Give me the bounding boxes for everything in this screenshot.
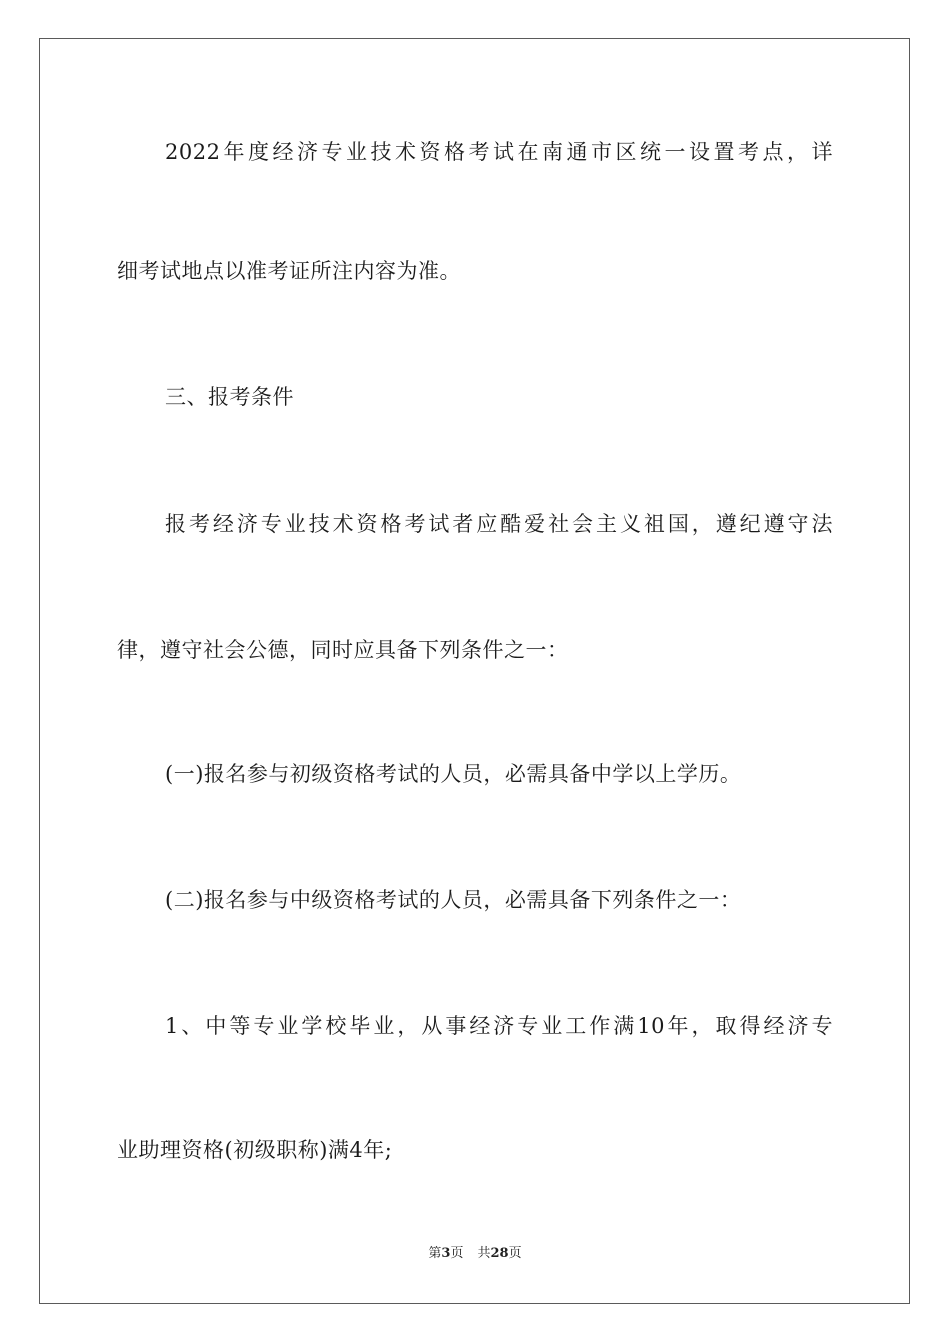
page-footer	[0, 1245, 950, 1263]
total-pages: 28	[490, 1246, 509, 1261]
total-suffix: 页	[508, 1246, 522, 1261]
condition-item-1: (一)报名参与初级资格考试的人员，必需具备中学以上学历。	[165, 762, 742, 786]
page-border	[39, 38, 910, 1304]
total-prefix: 共	[477, 1246, 491, 1261]
page-prefix: 第	[428, 1246, 442, 1261]
paragraph-line-1: 2022年度经济专业技术资格考试在南通市区统一设置考点，详	[165, 140, 833, 164]
paragraph-line-4: 律，遵守社会公德，同时应具备下列条件之一：	[117, 638, 569, 662]
condition-item-2: (二)报名参与中级资格考试的人员，必需具备下列条件之一：	[165, 888, 742, 912]
condition-subitem-1-cont: 业助理资格(初级职称)满4年;	[117, 1138, 393, 1162]
paragraph-line-3: 报考经济专业技术资格考试者应酷爱社会主义祖国，遵纪遵守法	[165, 512, 833, 536]
condition-subitem-1: 1、中等专业学校毕业，从事经济专业工作满10年，取得经济专	[165, 1014, 833, 1038]
section-heading: 三、报考条件	[165, 385, 294, 409]
page-number: 3	[441, 1246, 451, 1261]
page-suffix: 页	[450, 1246, 464, 1261]
paragraph-line-2: 细考试地点以准考证所注内容为准。	[117, 259, 461, 283]
